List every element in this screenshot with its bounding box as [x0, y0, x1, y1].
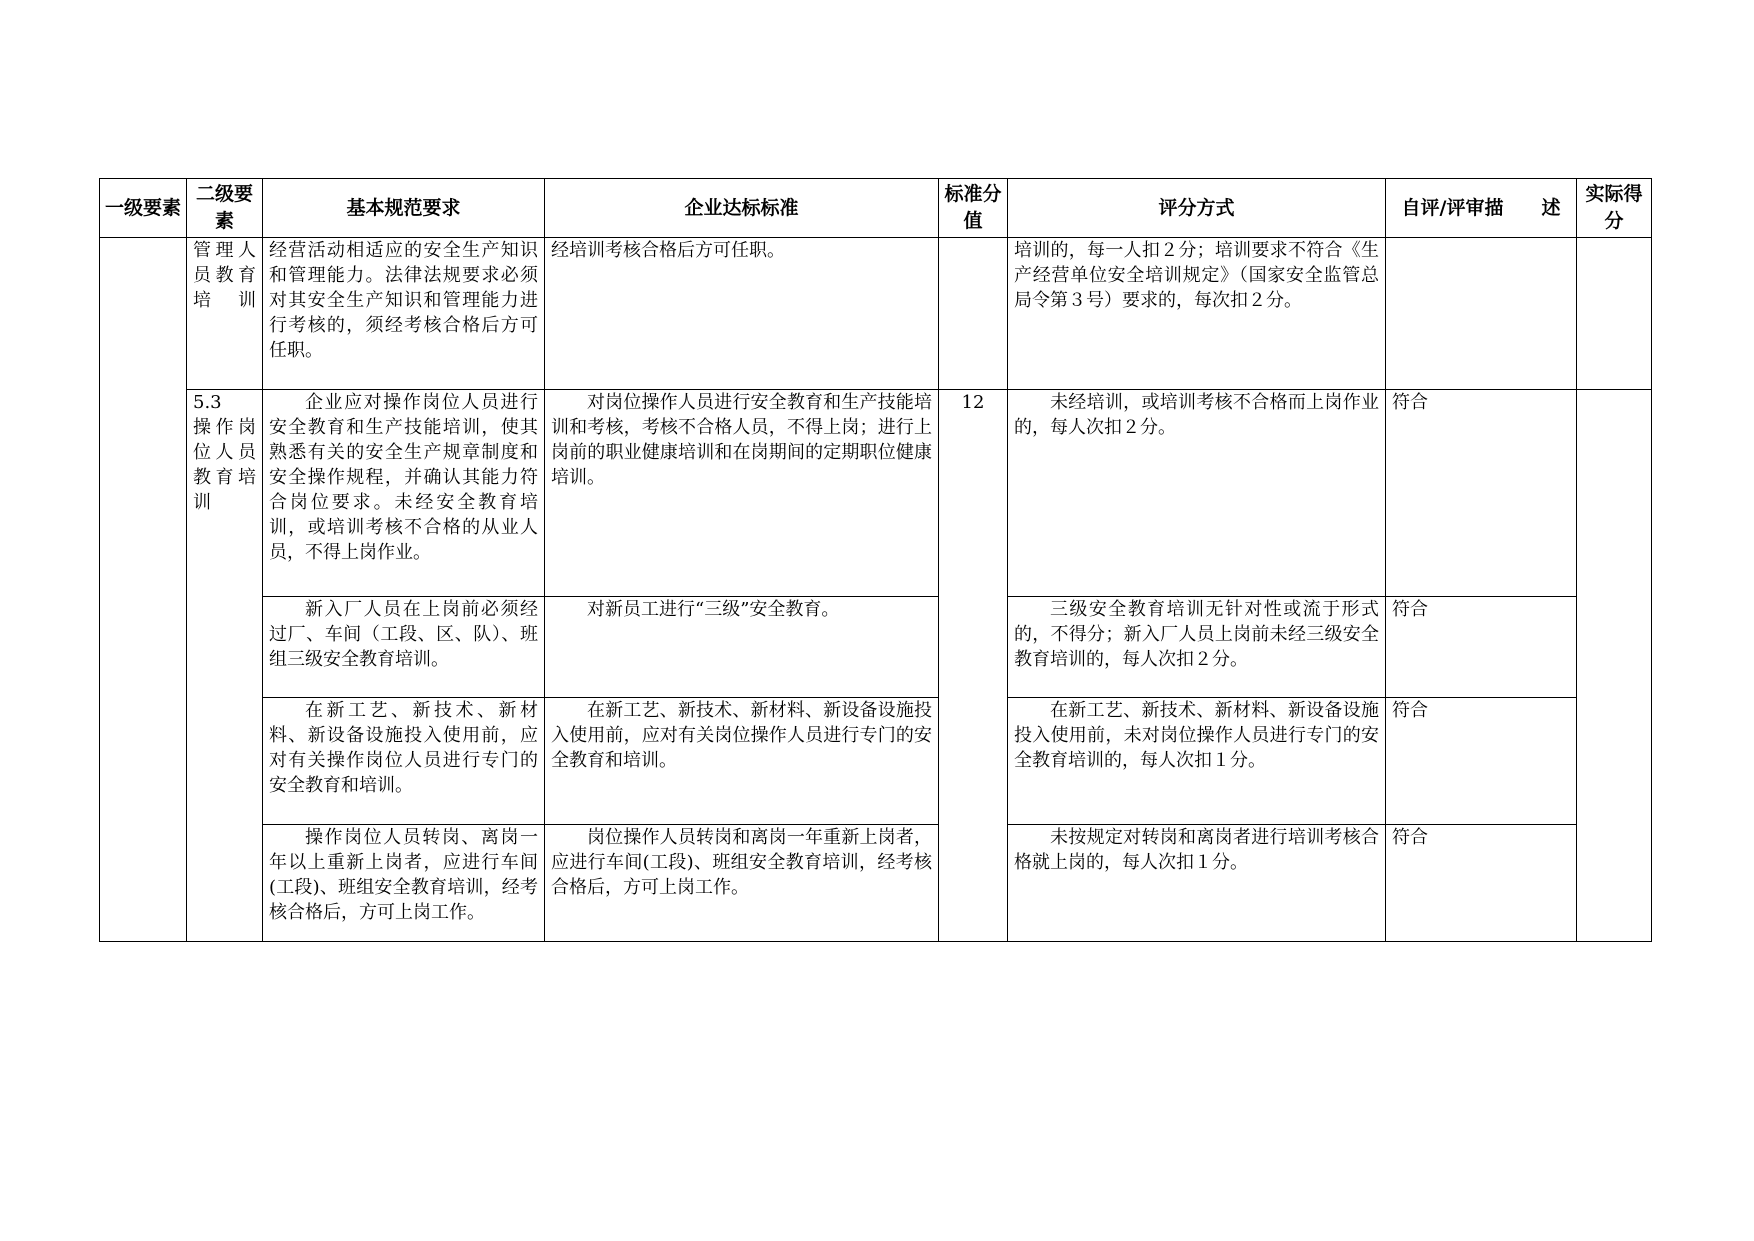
- table-row: [100, 698, 1652, 825]
- header-self-evaluation: 自评/评审描 述: [1386, 179, 1577, 238]
- table-row: [100, 390, 1652, 597]
- assessment-table: [99, 178, 1652, 942]
- self-evaluation-cell: [1386, 238, 1577, 390]
- standard-cell: 岗位操作人员转岗和离岗一年重新上岗者，应进行车间(工段)、班组安全教育培训，经考核合格后，方可上岗工作。: [545, 825, 939, 942]
- requirement-cell: 在新工艺、新技术、新材料、新设备设施投入使用前，应对有关操作岗位人员进行专门的安全教育和培训。: [263, 698, 545, 825]
- requirement-cell: 新入厂人员在上岗前必须经过厂、车间（工段、区、队）、班组三级安全教育培训。: [263, 597, 545, 698]
- first-level-element-cell: [100, 238, 187, 942]
- scoring-method-cell: 在新工艺、新技术、新材料、新设备设施投入使用前，未对岗位操作人员进行专门的安全教育培训的，每人次扣１分。: [1008, 698, 1386, 825]
- requirement-cell: 企业应对操作岗位人员进行安全教育和生产技能培训，使其熟悉有关的安全生产规章制度和安全操作规程，并确认其能力符合岗位要求。未经安全教育培训，或培训考核不合格的从业人员，不得上岗作业。: [263, 390, 545, 597]
- self-evaluation-cell: 符合: [1386, 825, 1577, 942]
- scoring-method-cell: 三级安全教育培训无针对性或流于形式的，不得分；新入厂人员上岗前未经三级安全教育培训的，每人次扣２分。: [1008, 597, 1386, 698]
- requirement-cell: 经营活动相适应的安全生产知识和管理能力。法律法规要求必须对其安全生产知识和管理能力进行考核的，须经考核合格后方可任职。: [263, 238, 545, 390]
- standard-cell: 在新工艺、新技术、新材料、新设备设施投入使用前，应对有关岗位操作人员进行专门的安全教育和培训。: [545, 698, 939, 825]
- self-evaluation-cell: 符合: [1386, 698, 1577, 825]
- header-second-level-element: 二级要素: [187, 179, 263, 238]
- second-level-element-cell: 管理人员教育培训: [187, 238, 263, 390]
- table-header-row: [100, 179, 1652, 238]
- sub-element-name: 操作岗位人员教育培训: [193, 417, 256, 513]
- requirement-cell: 操作岗位人员转岗、离岗一年以上重新上岗者，应进行车间(工段)、班组安全教育培训，经考核合格后，方可上岗工作。: [263, 825, 545, 942]
- standard-cell: 经培训考核合格后方可任职。: [545, 238, 939, 390]
- self-evaluation-cell: 符合: [1386, 597, 1577, 698]
- actual-score-cell: [1577, 238, 1652, 390]
- standard-cell: 对新员工进行“三级”安全教育。: [545, 597, 939, 698]
- table-row: [100, 825, 1652, 942]
- table-row: [100, 597, 1652, 698]
- header-enterprise-standard: 企业达标标准: [545, 179, 939, 238]
- score-cell: 12: [939, 390, 1008, 942]
- standard-cell: 对岗位操作人员进行安全教育和生产技能培训和考核，考核不合格人员，不得上岗；进行上岗前的职业健康培训和在岗期间的定期职位健康培训。: [545, 390, 939, 597]
- header-basic-requirement: 基本规范要求: [263, 179, 545, 238]
- header-actual-score: 实际得分: [1577, 179, 1652, 238]
- header-scoring-method: 评分方式: [1008, 179, 1386, 238]
- header-standard-score: 标准分值: [939, 179, 1008, 238]
- actual-score-cell: [1577, 390, 1652, 942]
- scoring-method-cell: 未经培训，或培训考核不合格而上岗作业的，每人次扣２分。: [1008, 390, 1386, 597]
- table-row: [100, 238, 1652, 390]
- sub-element-code: 5.3: [193, 392, 222, 413]
- scoring-method-cell: 未按规定对转岗和离岗者进行培训考核合格就上岗的，每人次扣１分。: [1008, 825, 1386, 942]
- score-cell: [939, 238, 1008, 390]
- second-level-element-cell: [187, 390, 263, 942]
- header-first-level-element: 一级要素: [100, 179, 187, 238]
- scoring-method-cell: 培训的，每一人扣２分；培训要求不符合《生产经营单位安全培训规定》（国家安全监管总局令第３号）要求的，每次扣２分。: [1008, 238, 1386, 390]
- self-evaluation-cell: 符合: [1386, 390, 1577, 597]
